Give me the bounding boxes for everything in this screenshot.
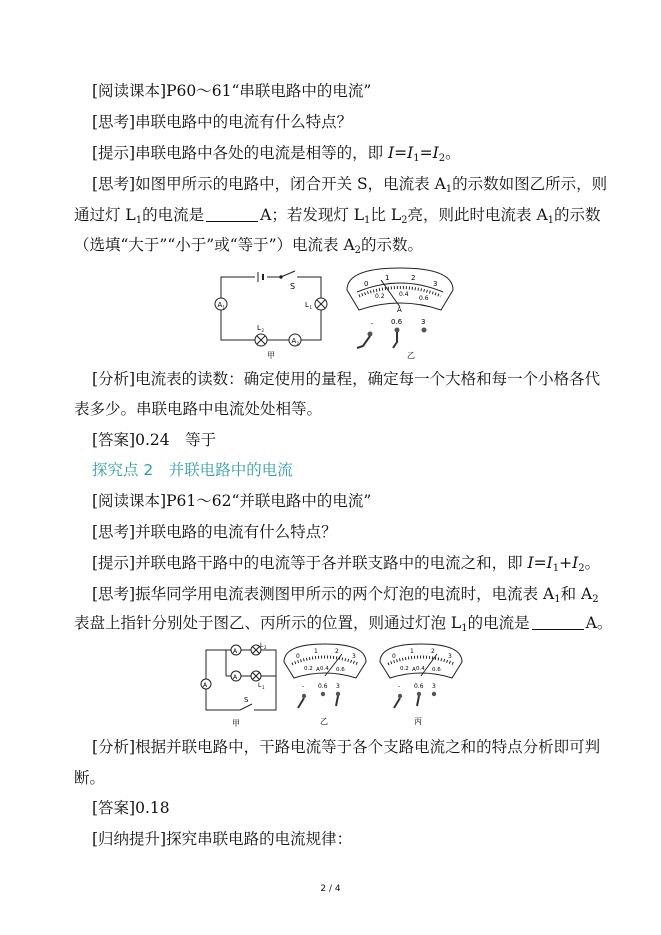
think-3 [92,521,337,543]
battery-icon [255,272,267,282]
scale-label: 1 [385,274,390,282]
scale-label: 2 [431,648,435,655]
scale-label: 1 [314,648,318,655]
think-1 [92,111,352,133]
text: 的电流是 [142,206,205,224]
ammeter-dial [347,268,453,314]
analysis-text-cont: 断。 [74,769,106,787]
formula-i1: I [546,554,553,572]
terminal-label: 3 [336,683,340,690]
terminal-label: - [371,320,374,328]
think-text-cont: 和 A [560,585,593,603]
read-textbook-2 [92,490,371,512]
sub-1: 1 [413,153,420,164]
answer-2 [92,797,170,819]
scale-label: 0.6 [432,667,441,673]
ammeter-label: A [233,648,238,655]
ammeter-icon [231,671,241,681]
answer-tag: [答案] [92,431,136,449]
sub-1: 1 [364,215,371,226]
terminal-label: 0.6 [414,683,424,690]
sub-2: 2 [438,153,446,164]
think-4-cont [74,612,612,640]
scale-label: 1 [410,648,414,655]
sub-2: 2 [401,215,408,226]
formula-i: I [388,144,395,162]
lamp-label: L [260,642,264,649]
read-textbook-1 [92,80,371,102]
text: 比 L [370,206,402,224]
think-text: 振华同学用电流表测图甲所示的两个灯泡的电流时，电流表 A [135,585,555,603]
think-tag: [思考] [92,585,136,603]
formula-eq: = [533,554,547,572]
lamp-sub: 2 [261,328,265,333]
terminal-label: 3 [432,683,436,690]
analysis-2 [92,736,600,758]
analysis-1 [92,368,600,390]
sub-2: 2 [578,563,585,574]
hint-text: 串联电路中各处的电流是相等的，即 [135,144,389,162]
formula-i2: I [572,554,579,572]
terminal-label: - [302,683,305,690]
sub-1: 1 [552,563,560,574]
terminal-label: 0.6 [391,318,403,326]
switch-label: S [244,696,249,704]
caption-bing: 丙 [414,717,422,726]
terminal-label: - [398,683,401,690]
ammeter-sub: 1 [222,305,226,310]
ammeter-label: A [291,337,297,345]
sub-1: 1 [135,215,143,226]
think-text-cont: 的示数如图乙所示，则 [452,175,608,193]
formula-plus: + [559,554,573,572]
read-tag: [阅读课本] [92,82,167,100]
lamp-label: L [305,301,309,309]
think-2 [92,173,607,201]
think-2-cont [74,204,601,232]
analysis-2-cont [74,767,105,789]
analysis-tag: [分析] [92,738,136,756]
ammeter-label: A [203,682,208,689]
analysis-tag: [分析] [92,370,136,388]
ammeter-icon [201,679,211,689]
sub-1: 1 [461,623,468,634]
lamp-label: L [257,324,261,332]
ammeter-terminals [357,318,427,348]
switch-icon [280,271,297,280]
text: 亮，则此时电流表 A [407,206,548,224]
text: （选填“大于”“小于”或“等于”）电流表 A [74,236,355,254]
lamp-sub: 2 [264,645,267,650]
answer-1 [92,429,216,451]
lamp-l1-icon [315,298,327,310]
scale-label: 0.2 [400,666,409,672]
think-text: 并联电路的电流有什么特点？ [135,523,337,541]
formula-i1: I [407,144,414,162]
text: A；若发现灯 L [260,206,365,224]
figure-parallel-circuit [200,640,470,732]
think-tag: [思考] [92,113,136,131]
summary-text: 探究串联电路的电流规律： [166,830,353,848]
formula-eq: = [419,144,433,162]
sub-1: 1 [445,184,453,195]
lamp-label: L [258,682,262,689]
unit-label: A [412,667,416,673]
read-tag: [阅读课本] [92,492,167,510]
scale-label: 0 [296,653,300,660]
scale-label: 0.6 [419,295,429,302]
scale-label: 0.2 [375,293,385,300]
scale-label: 0 [364,280,369,288]
read-text: P61～62“并联电路中的电流” [166,492,372,510]
figure-series-circuit [205,262,475,370]
think-4 [92,583,599,611]
ammeter-a1-icon [215,298,227,310]
summary [92,828,352,850]
scale-label: 2 [411,274,416,282]
unit-label: A [316,667,320,673]
caption-jia: 甲 [232,719,240,728]
text: 的示数 [554,206,601,224]
hint-tag: [提示] [92,144,136,162]
scale-label: 0.4 [416,666,425,672]
sub-1: 1 [554,594,561,605]
think-text: 串联电路中的电流有什么特点？ [135,113,353,131]
switch-label: S [290,282,296,291]
ammeter-dial-b [284,644,366,726]
answer-blank[interactable] [206,207,258,222]
analysis-text: 电流表的读数：确定使用的量程，确定每一个大格和每一个小格各代 [135,370,601,388]
formula-eq: = [394,144,408,162]
analysis-1-cont [74,398,322,420]
text: 的电流是 [467,614,530,632]
hint-tag: [提示] [92,554,136,572]
answer-tag: [答案] [92,799,136,817]
ammeter-sub: 2 [296,341,300,346]
lamp-sub: 1 [309,305,313,310]
read-text: P60～61“串联电路中的电流” [166,82,372,100]
scale-label: 3 [448,653,452,660]
formula-end: 。 [445,144,461,162]
scale-label: 3 [352,653,356,660]
think-tag: [思考] [92,175,136,193]
answer-text: 0.18 [135,799,170,817]
terminal-label: 3 [421,318,426,326]
scale-label: 0.2 [304,666,313,672]
summary-tag: [归纳提升] [92,830,167,848]
switch-icon [240,704,254,713]
hint-text: 并联电路干路中的电流等于各并联支路中的电流之和，即 [135,554,528,572]
hint-1 [92,142,461,170]
ammeter-a2-icon [289,334,301,346]
hint-2 [92,552,600,580]
caption-yi: 乙 [407,351,415,360]
terminal-label: 0.6 [318,683,328,690]
scale-label: 2 [335,648,339,655]
think-tag: [思考] [92,523,136,541]
analysis-text: 根据并联电路中，干路电流等于各个支路电流之和的特点分析即可判 [135,738,601,756]
sub-2: 2 [592,594,599,605]
text: A。 [585,614,613,632]
scale-label: 3 [433,280,438,288]
answer-blank[interactable] [532,615,584,630]
answer-text: 0.24 等于 [135,431,217,449]
text: 的示数。 [361,236,424,254]
section-heading: 探究点 2 并联电路中的电流 [92,461,293,479]
formula-i: I [527,554,534,572]
scale-label: 0.4 [320,666,329,672]
analysis-text-cont: 表多少。串联电路中电流处处相等。 [74,400,323,418]
scale-label: 0.4 [399,291,409,298]
formula-i2: I [432,144,439,162]
unit-label: A [397,306,402,314]
scale-label: 0 [392,653,396,660]
ammeter-dial-c [380,644,462,726]
think-text: 如图甲所示的电路中，闭合开关 S，电流表 A [135,175,446,193]
lamp-l1-icon [251,671,261,681]
caption-jia: 甲 [267,351,275,360]
text: 通过灯 L [74,206,136,224]
formula-end: 。 [584,554,601,572]
sub-1: 1 [547,215,555,226]
page-number: 2 / 4 [320,884,341,894]
scale-label: 0.6 [336,667,345,673]
ammeter-label: A [217,301,223,309]
think-2-cont2 [74,234,423,262]
sub-2: 2 [354,245,362,256]
lamp-l2-icon [255,334,267,346]
ammeter-label: A [233,674,238,681]
text: 表盘上指针分别处于图乙、丙所示的位置，则通过灯泡 L [74,614,462,632]
caption-yi: 乙 [320,717,328,726]
ammeter-icon [231,645,241,655]
lamp-sub: 1 [262,685,265,690]
